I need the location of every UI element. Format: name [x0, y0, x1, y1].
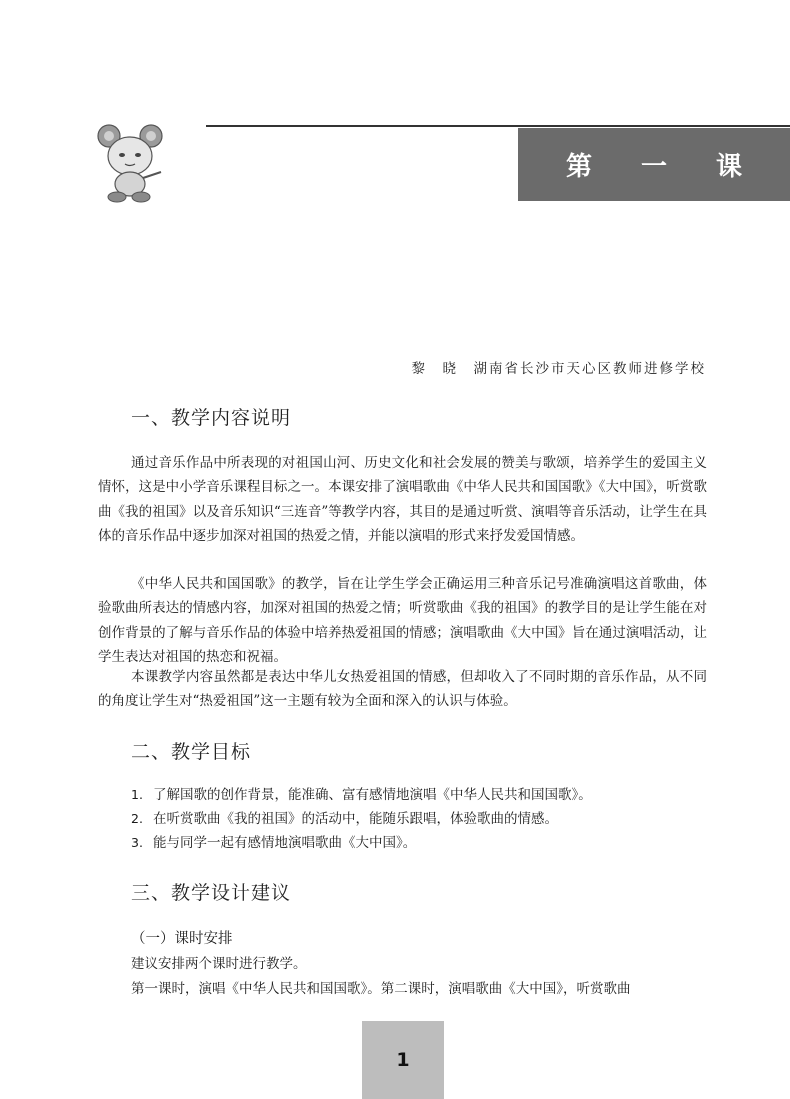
paragraph: 《中华人民共和国国歌》的教学，旨在让学生学会正确运用三种音乐记号准确演唱这首歌曲，体验歌曲所表达的情感内容，加深对祖国的热爱之情；听赏歌曲《我的祖国》的教学目的是让学生能在对创作背景的了解与音乐作品的体验中培养热爱祖国的情感；演唱歌曲《大中国》旨在通过演唱活动，让学生表达对祖国的热恋和祝福。: [98, 576, 707, 665]
section-heading-goals: 二、教学目标: [131, 741, 252, 763]
page-number: 1: [362, 1021, 444, 1099]
author-line: 黎 晓 湖南省长沙市天心区教师进修学校: [411, 361, 706, 377]
header-rule: [206, 125, 790, 127]
paragraph: 本课教学内容虽然都是表达中华儿女热爱祖国的情感，但却收入了不同时期的音乐作品，从不同的角度让学生对“热爱祖国”这一主题有较为全面和深入的认识与体验。: [98, 669, 707, 710]
goal-number: 2.: [131, 811, 143, 826]
goal-number: 3.: [131, 835, 143, 850]
paragraph: 通过音乐作品中所表现的对祖国山河、历史文化和社会发展的赞美与歌颂，培养学生的爱国主义情怀，这是中小学音乐课程目标之一。本课安排了演唱歌曲《中华人民共和国国歌》《大中国》，听赏歌曲《我的祖国》以及音乐知识“三连音”等教学内容，其目的是通过听赏、演唱等音乐活动，让学生在具体的音乐作品中逐步加深对祖国的热爱之情，并能以演唱的形式来抒发爱国情感。: [98, 455, 707, 544]
goal-number: 1.: [131, 787, 143, 802]
mascot-illustration: [95, 122, 165, 204]
body-line: 第一课时，演唱《中华人民共和国国歌》。第二课时，演唱歌曲《大中国》，听赏歌曲: [131, 981, 631, 997]
goal-text: 了解国歌的创作背景，能准确、富有感情地演唱《中华人民共和国国歌》。: [153, 787, 592, 803]
goal-item: [131, 807, 558, 831]
body-line: 建议安排两个课时进行教学。: [131, 956, 307, 972]
goal-text: 在听赏歌曲《我的祖国》的活动中，能随乐跟唱，体验歌曲的情感。: [153, 811, 558, 827]
goal-item: [131, 783, 592, 807]
subheading-schedule: （一）课时安排: [131, 931, 233, 947]
goal-text: 能与同学一起有感情地演唱歌曲《大中国》。: [153, 835, 417, 851]
section-heading-content: 一、教学内容说明: [131, 407, 292, 429]
section-heading-design: 三、教学设计建议: [131, 882, 292, 904]
lesson-title-banner: 第 一 课: [518, 128, 790, 201]
goal-item: [131, 831, 416, 855]
